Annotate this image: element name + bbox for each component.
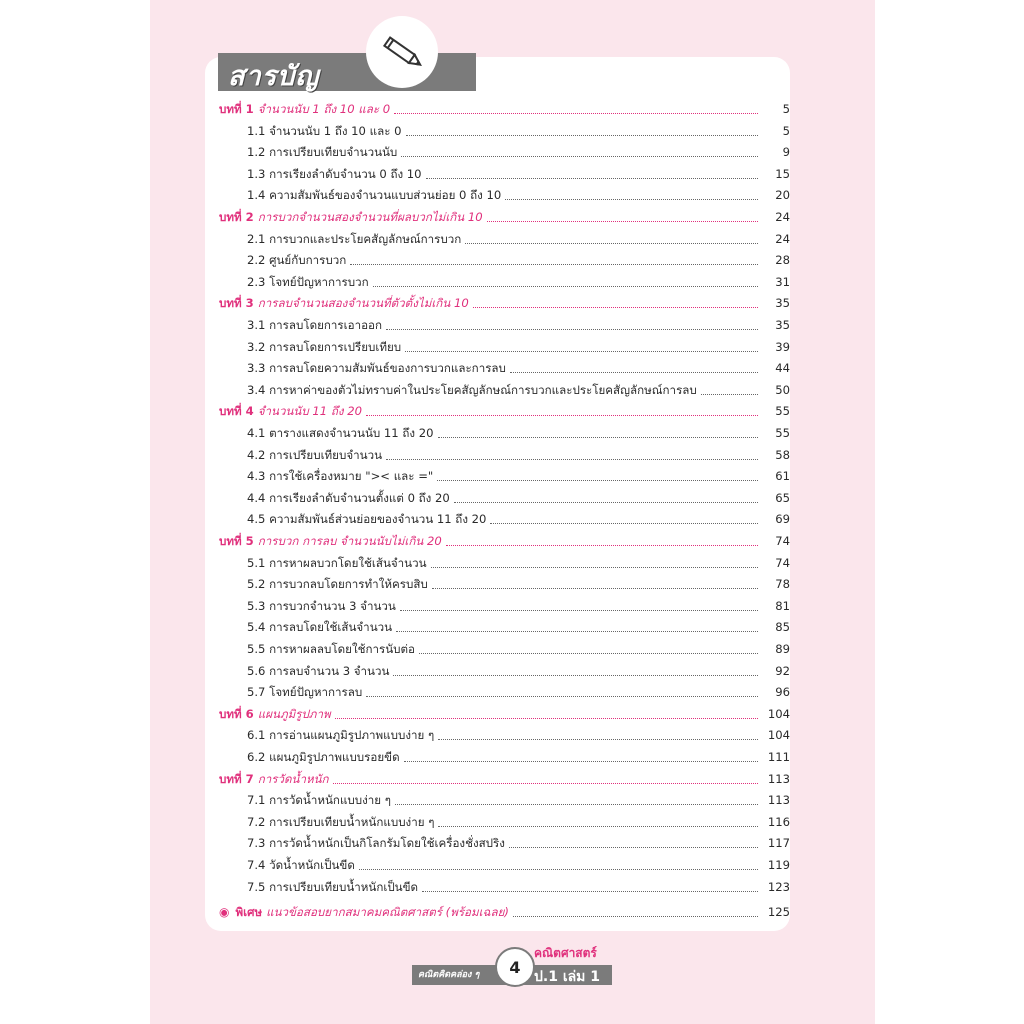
- section-title: 5.5 การหาผลลบโดยใช้การนับต่อ: [247, 642, 416, 656]
- page-ref: 65: [775, 490, 790, 505]
- toc-section-row: [247, 140, 761, 160]
- section-title: 3.1 การลบโดยการเอาออก: [247, 318, 383, 332]
- section-title: 1.3 การเรียงลำดับจำนวน 0 ถึง 10: [247, 166, 422, 181]
- dot-leader: [431, 567, 758, 568]
- section-title: 2.3 โจทย์ปัญหาการบวก: [247, 274, 369, 289]
- dot-leader: [359, 869, 758, 870]
- toc-section-row: [247, 227, 761, 247]
- page-ref: 116: [767, 814, 790, 829]
- page-ref: 81: [775, 598, 790, 613]
- chapter-title: การบวก การลบ จำนวนนับไม่เกิน 20: [257, 534, 442, 548]
- dot-leader: [400, 610, 758, 611]
- chapter-label: บทที่ 1: [219, 102, 254, 116]
- page-ref: 74: [775, 534, 790, 548]
- section-title: 4.1 ตารางแสดงจำนวนนับ 11 ถึง 20: [247, 426, 434, 440]
- page-ref: 119: [767, 858, 790, 872]
- toc-section-row: [247, 378, 761, 398]
- page-ref: 20: [775, 188, 790, 203]
- section-title: 4.4 การเรียงลำดับจำนวนตั้งแต่ 0 ถึง 20: [247, 490, 450, 505]
- dot-leader: [405, 351, 758, 352]
- section-title: 3.4 การหาค่าของตัวไม่ทราบค่าในประโยคสัญลักษณ์การบวกและประโยคสัญลักษณ์การลบ: [247, 382, 697, 397]
- page-number: 4: [495, 947, 535, 987]
- section-title: 3.3 การลบโดยความสัมพันธ์ของการบวกและการลบ: [247, 361, 506, 376]
- toc-section-row: [247, 572, 761, 592]
- page-ref: 89: [775, 642, 790, 656]
- page-ref: 69: [775, 512, 790, 527]
- toc-section-row: [247, 183, 761, 203]
- section-title: 4.5 ความสัมพันธ์ส่วนย่อยของจำนวน 11 ถึง 20: [247, 512, 487, 527]
- dot-leader: [386, 459, 758, 460]
- chapter-title: การลบจำนวนสองจำนวนที่ตัวตั้งไม่เกิน 10: [257, 296, 469, 311]
- page-ref: 24: [775, 231, 790, 246]
- pencil-icon: [366, 16, 438, 88]
- toc-chapter-row: [219, 399, 761, 419]
- dot-leader: [513, 916, 758, 917]
- chapter-title: จำนวนนับ 1 ถึง 10 และ 0: [257, 102, 391, 116]
- page-ref: 44: [775, 361, 790, 376]
- page-title: สารบัญ: [228, 61, 320, 92]
- page-ref: 78: [775, 577, 790, 592]
- dot-leader: [401, 156, 758, 157]
- toc-section-row: [247, 723, 761, 743]
- dot-leader: [465, 243, 758, 244]
- page-ref: 39: [775, 339, 790, 354]
- toc-section-row: [247, 551, 761, 571]
- dot-leader: [333, 783, 758, 784]
- section-title: 5.4 การลบโดยใช้เส้นจำนวน: [247, 620, 393, 635]
- section-title: 4.3 การใช้เครื่องหมาย ">< และ =": [247, 469, 434, 484]
- dot-leader: [487, 221, 758, 222]
- dot-leader: [373, 286, 758, 287]
- toc-section-row: [247, 464, 761, 484]
- chapter-title: การวัดน้ำหนัก: [257, 771, 329, 786]
- chapter-title: จำนวนนับ 11 ถึง 20: [257, 404, 362, 419]
- bullet-icon: ◉: [219, 905, 230, 920]
- page-ref: 5: [782, 123, 790, 138]
- toc-chapter-row: [219, 767, 761, 787]
- toc-section-row: [247, 659, 761, 679]
- dot-leader: [438, 826, 758, 827]
- toc-section-row: [247, 594, 761, 614]
- section-title: 7.3 การวัดน้ำหนักเป็นกิโลกรัมโดยใช้เครื่องชั่งสปริง: [247, 836, 505, 851]
- chapter-title: แผนภูมิรูปภาพ: [257, 706, 331, 721]
- dot-leader: [350, 264, 758, 265]
- toc-chapter-row: [219, 205, 761, 225]
- section-title: 7.5 การเปรียบเทียบน้ำหนักเป็นขีด: [247, 879, 419, 894]
- page-ref: 123: [767, 879, 790, 894]
- dot-leader: [394, 113, 758, 114]
- page-ref: 15: [775, 166, 790, 181]
- dot-leader: [490, 523, 758, 524]
- toc-section-row: [247, 270, 761, 290]
- dot-leader: [406, 135, 759, 136]
- footer-subject: คณิตศาสตร์: [534, 946, 597, 960]
- toc-section-row: [247, 680, 761, 700]
- dot-leader: [701, 394, 758, 395]
- toc-section-row: [247, 810, 761, 830]
- toc-section-row: [247, 356, 761, 376]
- page-ref: 55: [775, 426, 790, 440]
- section-title: 1.2 การเปรียบเทียบจำนวนนับ: [247, 145, 398, 160]
- toc-section-row: [247, 248, 761, 268]
- section-title: 5.2 การบวกลบโดยการทำให้ครบสิบ: [247, 577, 428, 592]
- page-ref: 50: [775, 382, 790, 397]
- chapter-label: พิเศษ: [235, 905, 263, 920]
- page-ref: 28: [775, 253, 790, 268]
- toc-section-row: [247, 788, 761, 808]
- dot-leader: [335, 718, 758, 719]
- toc-section-row: [247, 853, 761, 873]
- toc-section-row: [247, 313, 761, 333]
- section-title: 7.4 วัดน้ำหนักเป็นขีด: [247, 858, 355, 872]
- toc-special-row: [219, 900, 761, 920]
- toc-section-row: [247, 507, 761, 527]
- section-title: 4.2 การเปรียบเทียบจำนวน: [247, 447, 383, 462]
- page-ref: 24: [775, 210, 790, 224]
- page-ref: 35: [775, 318, 790, 332]
- dot-leader: [509, 847, 758, 848]
- page-ref: 85: [775, 620, 790, 635]
- dot-leader: [505, 199, 758, 200]
- page-ref: 61: [775, 469, 790, 484]
- dot-leader: [426, 178, 758, 179]
- page-ref: 125: [767, 905, 790, 920]
- dot-leader: [419, 653, 758, 654]
- section-title: 6.2 แผนภูมิรูปภาพแบบรอยขีด: [247, 750, 400, 764]
- page-ref: 31: [775, 274, 790, 289]
- page-ref: 92: [775, 663, 790, 678]
- section-title: 1.1 จำนวนนับ 1 ถึง 10 และ 0: [247, 123, 402, 138]
- dot-leader: [438, 437, 759, 438]
- dot-leader: [446, 545, 758, 546]
- footer-grade: ป.1 เล่ม 1: [534, 969, 601, 985]
- section-title: 6.1 การอ่านแผนภูมิรูปภาพแบบง่าย ๆ: [247, 728, 435, 743]
- section-title: 7.1 การวัดน้ำหนักแบบง่าย ๆ: [247, 793, 392, 808]
- page-ref: 74: [775, 555, 790, 570]
- page-ref: 113: [767, 793, 790, 808]
- dot-leader: [404, 761, 758, 762]
- toc-section-row: [247, 486, 761, 506]
- section-title: 2.1 การบวกและประโยคสัญลักษณ์การบวก: [247, 231, 462, 246]
- chapter-label: บทที่ 3: [219, 296, 254, 311]
- toc-section-row: [247, 443, 761, 463]
- page-ref: 58: [775, 447, 790, 462]
- toc-section-row: [247, 421, 761, 441]
- dot-leader: [510, 372, 758, 373]
- toc-section-row: [247, 831, 761, 851]
- section-title: 5.6 การลบจำนวน 3 จำนวน: [247, 663, 390, 678]
- page-ref: 35: [775, 296, 790, 311]
- toc-section-row: [247, 162, 761, 182]
- chapter-label: บทที่ 5: [219, 534, 254, 548]
- chapter-label: บทที่ 4: [219, 404, 254, 419]
- section-title: 2.2 ศูนย์กับการบวก: [247, 253, 347, 268]
- dot-leader: [386, 329, 758, 330]
- page-ref: 5: [782, 102, 790, 116]
- chapter-label: บทที่ 7: [219, 771, 254, 786]
- dot-leader: [454, 502, 758, 503]
- page-ref: 117: [767, 836, 790, 851]
- dot-leader: [395, 804, 758, 805]
- toc-section-row: [247, 615, 761, 635]
- toc-section-row: [247, 119, 761, 139]
- toc-section-row: [247, 637, 761, 657]
- section-title: 5.7 โจทย์ปัญหาการลบ: [247, 685, 363, 700]
- dot-leader: [438, 739, 758, 740]
- dot-leader: [432, 588, 758, 589]
- dot-leader: [366, 415, 758, 416]
- section-title: 7.2 การเปรียบเทียบน้ำหนักแบบง่าย ๆ: [247, 814, 435, 829]
- toc-chapter-row: [219, 97, 761, 117]
- section-title: 1.4 ความสัมพันธ์ของจำนวนแบบส่วนย่อย 0 ถึง 10: [247, 188, 502, 203]
- chapter-label: บทที่ 6: [219, 706, 254, 721]
- page-ref: 55: [775, 404, 790, 419]
- chapter-title: การบวกจำนวนสองจำนวนที่ผลบวกไม่เกิน 10: [257, 210, 483, 224]
- dot-leader: [366, 696, 758, 697]
- toc-section-row: [247, 875, 761, 895]
- dot-leader: [422, 891, 758, 892]
- page-ref: 111: [767, 750, 790, 764]
- toc-chapter-row: [219, 291, 761, 311]
- section-title: 5.1 การหาผลบวกโดยใช้เส้นจำนวน: [247, 555, 427, 570]
- section-title: 5.3 การบวกจำนวน 3 จำนวน: [247, 598, 396, 613]
- toc-chapter-row: [219, 529, 761, 549]
- section-title: 3.2 การลบโดยการเปรียบเทียบ: [247, 339, 402, 354]
- toc-section-row: [247, 745, 761, 765]
- page-ref: 96: [775, 685, 790, 700]
- dot-leader: [473, 307, 758, 308]
- chapter-title: แนวข้อสอบยากสมาคมคณิตศาสตร์ (พร้อมเฉลย): [266, 905, 509, 920]
- page-ref: 113: [767, 771, 790, 786]
- dot-leader: [396, 631, 758, 632]
- chapter-label: บทที่ 2: [219, 210, 254, 224]
- page-ref: 104: [767, 728, 790, 743]
- toc-chapter-row: [219, 702, 761, 722]
- dot-leader: [393, 675, 758, 676]
- toc-section-row: [247, 335, 761, 355]
- page-ref: 104: [767, 706, 790, 721]
- footer-series: คณิตคิดคล่อง ๆ: [418, 970, 480, 980]
- page-ref: 9: [782, 145, 790, 160]
- dot-leader: [437, 480, 758, 481]
